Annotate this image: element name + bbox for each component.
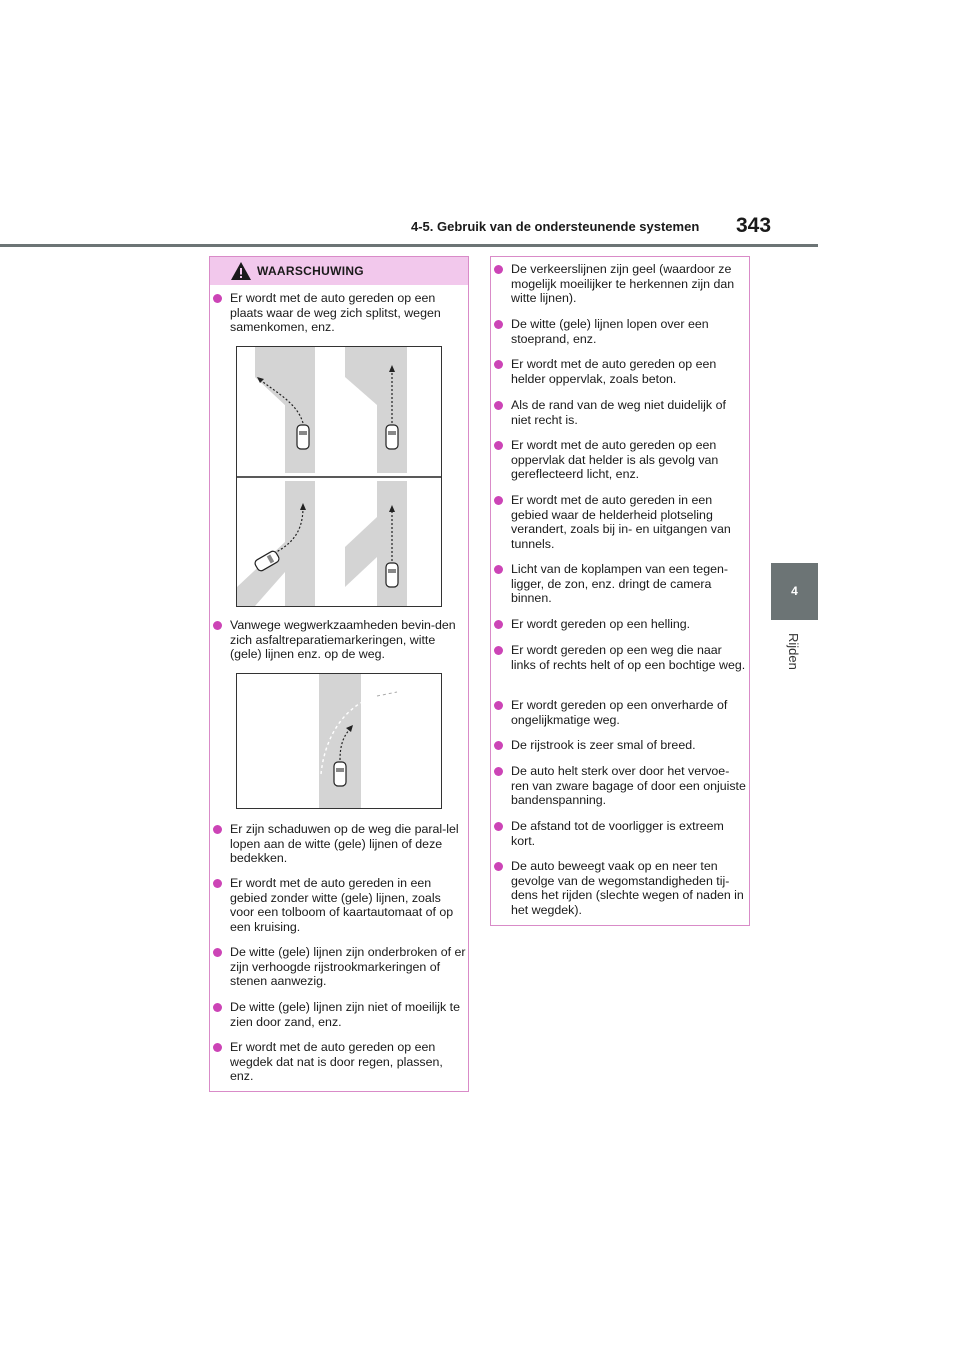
- condition-item-text: Er wordt met de auto gereden op een helder oppervlak, zoals beton.: [511, 357, 717, 386]
- condition-item: [494, 357, 747, 386]
- warning-item-text: Er wordt met de auto gereden op een plaats waar de weg zich splitst, wegen samenkomen, enz.: [230, 291, 441, 335]
- page-header: [0, 0, 960, 250]
- condition-item: [494, 859, 747, 917]
- bullet-icon: [213, 948, 222, 957]
- condition-item: [494, 698, 747, 727]
- condition-item-text: De verkeerslijnen zijn geel (waardoor ze mogelijk moeilijker te herkennen zijn dan witte lijnen).: [511, 262, 735, 306]
- condition-item: [494, 398, 747, 427]
- bullet-icon: [213, 1003, 222, 1012]
- condition-item: [494, 617, 747, 632]
- condition-item-text: Er wordt gereden op een weg die naar links of rechts helt of op een bochtige weg.: [511, 643, 746, 672]
- bullet-icon: [494, 496, 503, 505]
- bullet-icon: [213, 1043, 222, 1052]
- bullet-icon: [494, 767, 503, 776]
- bullet-icon: [494, 646, 503, 655]
- warning-header: [210, 257, 468, 285]
- bullet-icon: [213, 879, 222, 888]
- road-split-merge-figure: [236, 346, 442, 607]
- bullet-icon: [494, 565, 503, 574]
- warning-item-text: De witte (gele) lijnen zijn niet of moeilijk te zien door zand, enz.: [230, 1000, 461, 1029]
- warning-item: [213, 1000, 466, 1029]
- warning-item: [213, 1040, 466, 1084]
- bullet-icon: [494, 360, 503, 369]
- bullet-icon: [494, 822, 503, 831]
- condition-item: [494, 493, 747, 551]
- bullet-icon: [494, 401, 503, 410]
- warning-item: [213, 945, 466, 989]
- road-repair-markings-figure: [236, 673, 442, 809]
- condition-item: [494, 438, 747, 482]
- condition-item-text: De auto beweegt vaak op en neer ten gevolge van de wegomstandigheden tij-dens het rijden (slechte wegen of naden in het wegdek).: [511, 859, 744, 917]
- condition-item-text: De rijstrook is zeer smal of breed.: [511, 738, 696, 752]
- condition-item-text: De afstand tot de voorligger is extreem kort.: [511, 819, 724, 848]
- bullet-icon: [494, 320, 503, 329]
- condition-item: [494, 317, 747, 346]
- section-title: 4-5. Gebruik van de ondersteunende systemen: [411, 219, 700, 234]
- warning-item: [213, 822, 466, 866]
- warning-triangle-icon: [230, 261, 252, 281]
- condition-item: [494, 819, 747, 848]
- warning-item-text: Vanwege wegwerkzaamheden bevin-den zich asfaltreparatiemarkeringen, witte (gele) lijnen enz. op de weg.: [230, 618, 456, 662]
- bullet-icon: [494, 265, 503, 274]
- warning-item: [213, 618, 466, 662]
- warning-title: WAARSCHUWING: [257, 264, 364, 278]
- warning-box: [209, 256, 469, 1092]
- chapter-tab: 4: [771, 563, 818, 620]
- condition-item-text: Er wordt gereden op een helling.: [511, 617, 691, 631]
- bullet-icon: [494, 620, 503, 629]
- page-number: 343: [736, 214, 772, 237]
- bullet-icon: [213, 621, 222, 630]
- warning-item: [213, 876, 466, 934]
- bullet-icon: [494, 701, 503, 710]
- warning-item-text: Er wordt met de auto gereden in een gebied zonder witte (gele) lijnen, zoals voor een tolboom of kaartautomaat of op een kruising.: [230, 876, 454, 934]
- condition-item: [494, 562, 747, 606]
- bullet-icon: [494, 862, 503, 871]
- condition-item-text: Als de rand van de weg niet duidelijk of niet recht is.: [511, 398, 726, 427]
- conditions-box: [490, 256, 750, 926]
- chapter-label: Rijden: [786, 633, 801, 670]
- condition-item: [494, 738, 747, 753]
- warning-item-text: Er zijn schaduwen op de weg die paral-lel lopen aan de witte (gele) lijnen of deze bedekken.: [230, 822, 459, 866]
- condition-item-text: De auto helt sterk over door het vervoe-ren van zware bagage of door een onjuiste bandenspanning.: [511, 764, 746, 808]
- bullet-icon: [494, 441, 503, 450]
- bullet-icon: [213, 294, 222, 303]
- warning-item-text: Er wordt met de auto gereden op een wegdek dat nat is door regen, plassen, enz.: [230, 1040, 443, 1084]
- condition-item-text: Licht van de koplampen van een tegen-ligger, de zon, enz. dringt de camera binnen.: [511, 562, 728, 606]
- warning-item-text: De witte (gele) lijnen zijn onderbroken of er zijn verhoogde rijstrookmarkeringen of stenen aanwezig.: [230, 945, 466, 989]
- condition-item: [494, 262, 747, 306]
- condition-item-text: Er wordt met de auto gereden op een oppervlak dat helder is als gevolg van gereflecteerd licht, enz.: [511, 438, 719, 482]
- header-divider: [0, 244, 818, 247]
- bullet-icon: [494, 741, 503, 750]
- condition-item-text: Er wordt gereden op een onverharde of ongelijkmatige weg.: [511, 698, 728, 727]
- bullet-icon: [213, 825, 222, 834]
- warning-item: [213, 291, 466, 335]
- condition-item-text: De witte (gele) lijnen lopen over een stoeprand, enz.: [511, 317, 709, 346]
- condition-item: [494, 643, 747, 672]
- condition-item: [494, 764, 747, 808]
- condition-item-text: Er wordt met de auto gereden in een gebied waar de helderheid plotseling verandert, zoals bij in- en uitgangen van tunnels.: [511, 493, 731, 551]
